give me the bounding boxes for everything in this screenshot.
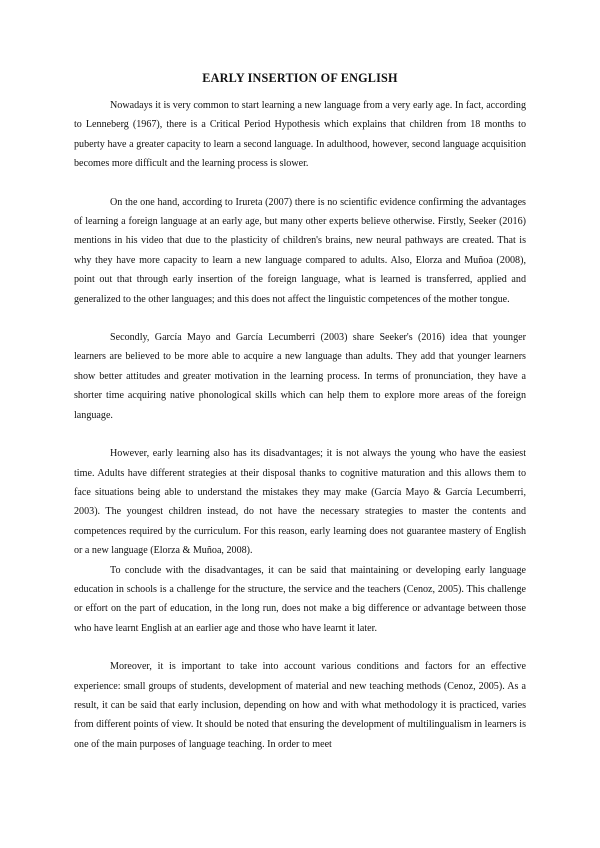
paragraph-conclusion-disadvantages: To conclude with the disadvantages, it can be said that maintaining or developing early language education in schools is a challenge for the structure, the service and the teachers (Cenoz, 2005). This challenge or effort on the part of education, in the long run, does not make a big difference or advantage between those who have learnt English at an earlier age and those who have learnt it later. <box>74 564 526 634</box>
paragraph-on-the-one-hand: On the one hand, according to Irureta (2007) there is no scientific evidence confirming the advantages of learning a foreign language at an early age, but many other experts believe otherwise. Firstly, Seeker (2016) mentions in his video that due to the plasticity of children's brains, new neural pathways are created. That is why they have more capacity to learn a new language compared to adults. Also, Elorza and Muñoa (2008), point out that through early insertion of the foreign language, what is learned is transferred, applied and generalized to the other languages; and this does not affect the linguistic competences of the mother tongue. <box>74 196 526 305</box>
document-body <box>74 70 526 754</box>
paragraph-secondly: Secondly, García Mayo and García Lecumberri (2003) share Seeker's (2016) idea that younger learners are believed to be more able to acquire a new language than adults. They add that younger learners show better attitudes and greater motivation in the learning process. In terms of pronunciation, they have a shorter time acquiring native phonological skills which can help them to explore more areas of the foreign language. <box>74 332 526 421</box>
document-title: EARLY INSERTION OF ENGLISH <box>202 71 398 85</box>
paragraph-disadvantages: However, early learning also has its disadvantages; it is not always the young who have the easiest time. Adults have different strategies at their disposal thanks to cognitive maturation and this allows them to face situations being able to understand the mistakes they may make (García Mayo & García Lecumberri, 2003). The youngest children instead, do not have the necessary strategies to master the contents and competences required by the curriculum. For this reason, early learning does not guarantee mastery of English or a new language (Elorza & Muñoa, 2008). <box>74 448 526 557</box>
paragraph-moreover: Moreover, it is important to take into account various conditions and factors for an effective experience: small groups of students, development of material and new teaching methods (Cenoz, 2005). As a result, it can be said that early inclusion, depending on how and with what methodology it is practiced, varies from different points of view. It should be noted that ensuring the development of multilingualism in learners is one of the main purposes of language teaching. In order to meet <box>74 661 526 750</box>
paragraph-introduction: Nowadays it is very common to start learning a new language from a very early age. In fact, according to Lenneberg (1967), there is a Critical Period Hypothesis which explains that children from 18 months to puberty have a greater capacity to learn a second language. In adulthood, however, second language acquisition becomes more difficult and the learning process is slower. <box>74 100 526 170</box>
